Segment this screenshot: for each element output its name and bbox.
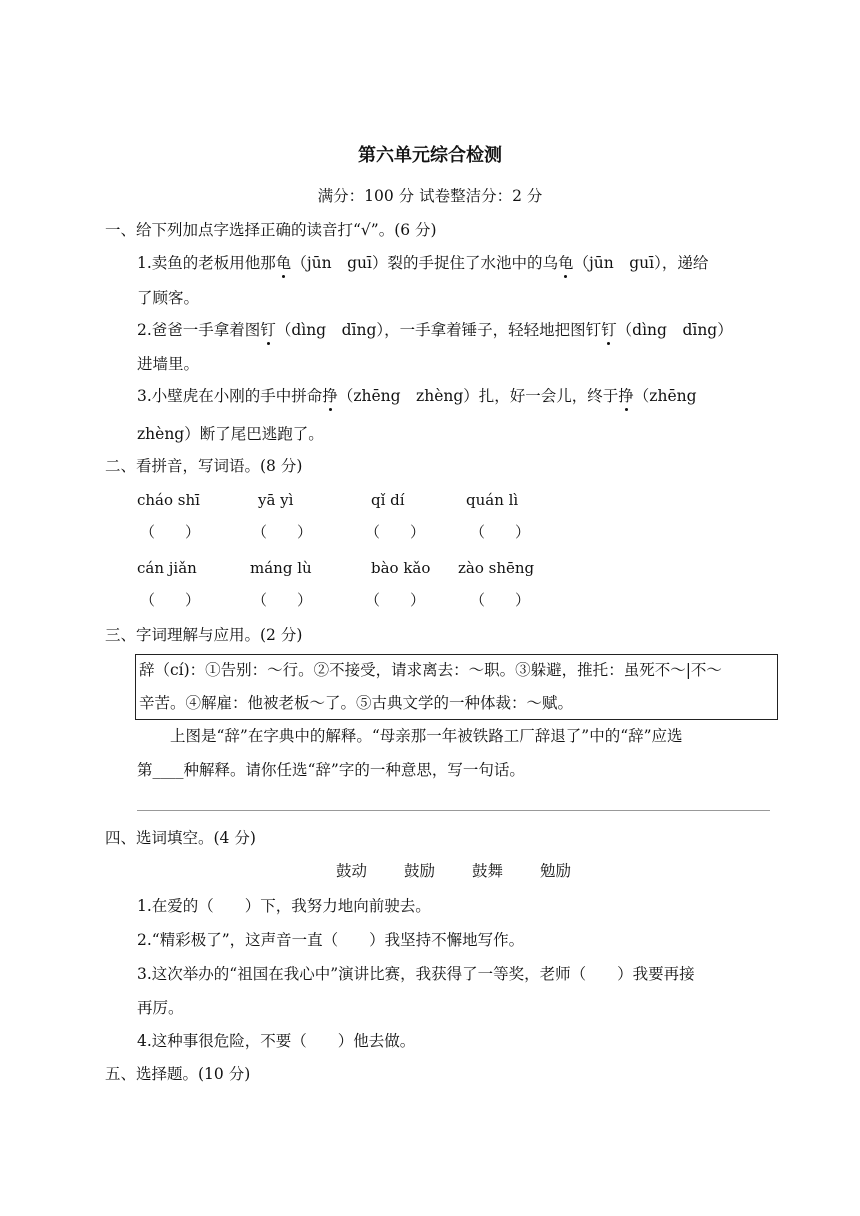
question-4-3-cont: 再厉。 (137, 999, 184, 1017)
question-1-3-cont: zhèng）断了尾巴逃跑了。 (137, 425, 324, 443)
section-5-heading: 五、选择题。(10 分) (105, 1065, 251, 1083)
answer-line[interactable] (137, 810, 770, 811)
dotted-char: 龟 (557, 254, 574, 272)
pinyin-options[interactable]: （zhēng zhèng）扎，好一会儿，终于 (337, 387, 619, 405)
pinyin-options[interactable]: （dìng dīng），一手拿着锤子，轻轻地把图钉 (275, 321, 602, 339)
answer-blank[interactable]: （ ） (470, 523, 531, 541)
answer-blank[interactable]: （ ） (252, 523, 313, 541)
dictionary-line: 辛苦。④解雇：他被老板～了。⑤古典文学的一种体裁：～赋。 (139, 694, 574, 712)
answer-blank[interactable]: （ ） (365, 523, 426, 541)
dictionary-entry-box (135, 654, 778, 720)
pinyin-options[interactable]: （zhēng (633, 387, 697, 405)
dotted-char: 钉 (601, 321, 617, 339)
question-text: 1.卖鱼的老板用他那 (137, 254, 276, 272)
question-3-text: 上图是“辞”在字典中的解释。“母亲那一年被铁路工厂辞退了”中的“辞”应选 (170, 727, 683, 745)
question-1-2 (137, 320, 733, 340)
score-info: 满分：100 分 试卷整洁分：2 分 (317, 187, 543, 205)
pinyin-item: cán jiǎn (137, 559, 197, 577)
pinyin-options[interactable]: （jūn guī）裂的手捉住了水池中的乌 (291, 254, 558, 272)
section-1-heading: 一、给下列加点字选择正确的读音打“√”。(6 分) (105, 221, 437, 239)
word-option: 鼓励 (404, 862, 436, 880)
pinyin-item: bào kǎo (371, 559, 431, 577)
pinyin-options[interactable]: （dìng dīng） (616, 321, 733, 339)
pinyin-item: qǐ dí (371, 491, 405, 509)
dotted-char: 挣 (322, 387, 338, 405)
question-4-1: 1.在爱的（ ）下，我努力地向前驶去。 (137, 897, 431, 915)
pinyin-item: zào shēng (458, 559, 535, 577)
word-option: 勉励 (540, 862, 572, 880)
pinyin-item: máng lù (250, 559, 312, 577)
question-text: 2.爸爸一手拿着图 (137, 321, 261, 339)
dotted-char: 钉 (260, 321, 276, 339)
answer-blank[interactable]: （ ） (470, 591, 531, 609)
question-1-3 (137, 386, 697, 406)
answer-blank[interactable]: （ ） (140, 591, 201, 609)
answer-blank[interactable]: （ ） (140, 523, 201, 541)
pinyin-item: quán lì (466, 491, 519, 509)
pinyin-options[interactable]: （jūn guī），递给 (573, 254, 709, 272)
page-title: 第六单元综合检测 (358, 145, 502, 166)
dotted-char: 挣 (618, 387, 634, 405)
question-3-text: 第____种解释。请你任选“辞”字的一种意思，写一句话。 (137, 761, 525, 779)
answer-blank[interactable]: （ ） (252, 591, 313, 609)
question-1-1-cont: 了顾客。 (137, 289, 200, 307)
question-4-4: 4.这种事很危险，不要（ ）他去做。 (137, 1032, 416, 1050)
question-text: 3.小壁虎在小刚的手中拼命 (137, 387, 323, 405)
question-1-1 (137, 253, 708, 273)
question-4-2: 2.“精彩极了”，这声音一直（ ）我坚持不懈地写作。 (137, 931, 525, 949)
section-3-heading: 三、字词理解与应用。(2 分) (105, 626, 303, 644)
answer-blank[interactable]: （ ） (365, 591, 426, 609)
question-1-2-cont: 进墙里。 (137, 355, 200, 373)
word-bank (336, 861, 608, 881)
pinyin-item: cháo shī (137, 491, 200, 509)
pinyin-item: yā yì (258, 491, 294, 509)
section-2-heading: 二、看拼音，写词语。(8 分) (105, 457, 303, 475)
dictionary-line: 辞（cí)：①告别：～行。②不接受，请求离去：～职。③躲避，推托：虽死不～|不～ (139, 661, 722, 679)
question-4-3: 3.这次举办的“祖国在我心中”演讲比赛，我获得了一等奖，老师（ ）我要再接 (137, 965, 695, 983)
dotted-char: 龟 (275, 254, 292, 272)
word-option: 鼓舞 (472, 862, 504, 880)
section-4-heading: 四、选词填空。(4 分) (105, 829, 256, 847)
word-option: 鼓动 (336, 862, 368, 880)
